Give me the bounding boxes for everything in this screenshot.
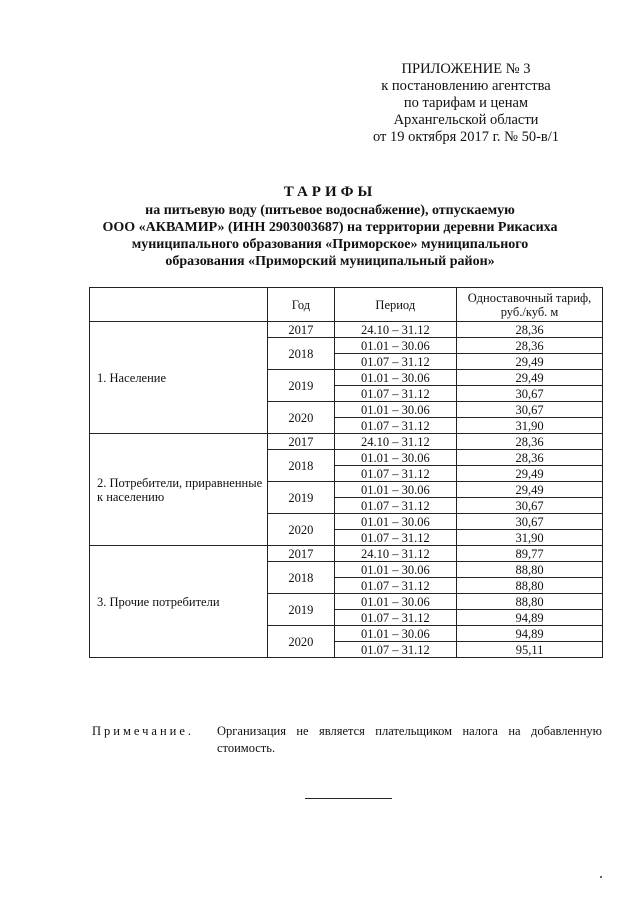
year-cell: 2020 bbox=[268, 626, 334, 658]
period-cell: 01.07 – 31.12 bbox=[334, 610, 457, 626]
tariff-cell: 31,90 bbox=[457, 418, 603, 434]
period-cell: 01.01 – 30.06 bbox=[334, 482, 457, 498]
header-cell-category bbox=[90, 288, 268, 322]
period-cell: 24.10 – 31.12 bbox=[334, 434, 457, 450]
year-cell: 2018 bbox=[268, 450, 334, 482]
appendix-line: ПРИЛОЖЕНИЕ № 3 bbox=[401, 61, 531, 77]
appendix-line: по тарифам и ценам bbox=[403, 95, 529, 111]
note-text: Организация не является плательщиком налога на добавленную стоимость. bbox=[217, 724, 602, 755]
tariff-cell: 94,89 bbox=[457, 626, 603, 642]
period-cell: 01.07 – 31.12 bbox=[334, 642, 457, 658]
tariff-cell: 30,67 bbox=[457, 402, 603, 418]
tariff-cell: 88,80 bbox=[457, 578, 603, 594]
title-line: муниципального образования «Приморское» муниципального bbox=[131, 237, 529, 252]
year-cell: 2019 bbox=[268, 482, 334, 514]
period-cell: 24.10 – 31.12 bbox=[334, 322, 457, 338]
tariff-cell: 89,77 bbox=[457, 546, 603, 562]
tariff-cell: 28,36 bbox=[457, 434, 603, 450]
year-cell: 2019 bbox=[268, 594, 334, 626]
period-cell: 01.07 – 31.12 bbox=[334, 418, 457, 434]
tariff-cell: 29,49 bbox=[457, 354, 603, 370]
title-line: ООО «АКВАМИР» (ИНН 2903003687) на территории деревни Рикасиха bbox=[102, 220, 558, 235]
year-cell: 2017 bbox=[268, 322, 334, 338]
period-cell: 01.01 – 30.06 bbox=[334, 562, 457, 578]
tariff-cell: 29,49 bbox=[457, 466, 603, 482]
closing-rule bbox=[305, 798, 392, 799]
year-cell: 2020 bbox=[268, 402, 334, 434]
tariff-cell: 95,11 bbox=[457, 642, 603, 658]
table-row bbox=[90, 322, 603, 338]
tariff-cell: 28,36 bbox=[457, 450, 603, 466]
tariff-cell: 30,67 bbox=[457, 514, 603, 530]
note bbox=[92, 723, 602, 757]
page-mark bbox=[600, 876, 602, 878]
document-title bbox=[60, 184, 600, 270]
period-cell: 01.07 – 31.12 bbox=[334, 354, 457, 370]
table-header-row bbox=[90, 288, 603, 322]
tariff-cell: 29,49 bbox=[457, 370, 603, 386]
period-cell: 01.01 – 30.06 bbox=[334, 450, 457, 466]
tariff-cell: 88,80 bbox=[457, 562, 603, 578]
header-cell-year: Год bbox=[268, 288, 334, 322]
table-row bbox=[90, 546, 603, 562]
period-cell: 01.07 – 31.12 bbox=[334, 578, 457, 594]
period-cell: 01.07 – 31.12 bbox=[334, 498, 457, 514]
period-cell: 01.07 – 31.12 bbox=[334, 466, 457, 482]
tariff-table bbox=[89, 287, 603, 658]
year-cell: 2018 bbox=[268, 562, 334, 594]
period-cell: 01.01 – 30.06 bbox=[334, 626, 457, 642]
table-row bbox=[90, 434, 603, 450]
tariff-cell: 28,36 bbox=[457, 338, 603, 354]
appendix-line: Архангельской области bbox=[393, 112, 539, 128]
period-cell: 24.10 – 31.12 bbox=[334, 546, 457, 562]
period-cell: 01.01 – 30.06 bbox=[334, 370, 457, 386]
period-cell: 01.07 – 31.12 bbox=[334, 530, 457, 546]
period-cell: 01.01 – 30.06 bbox=[334, 338, 457, 354]
tariff-cell: 30,67 bbox=[457, 386, 603, 402]
tariff-cell: 28,36 bbox=[457, 322, 603, 338]
tariff-cell: 94,89 bbox=[457, 610, 603, 626]
period-cell: 01.01 – 30.06 bbox=[334, 514, 457, 530]
title-line: на питьевую воду (питьевое водоснабжение), отпускаемую bbox=[145, 203, 515, 218]
year-cell: 2017 bbox=[268, 434, 334, 450]
tariff-cell: 31,90 bbox=[457, 530, 603, 546]
title-heading: ТАРИФЫ bbox=[283, 184, 377, 200]
tariff-cell: 30,67 bbox=[457, 498, 603, 514]
period-cell: 01.07 – 31.12 bbox=[334, 386, 457, 402]
consumer-category: 2. Потребители, приравненные к населению bbox=[90, 434, 268, 546]
period-cell: 01.01 – 30.06 bbox=[334, 402, 457, 418]
year-cell: 2020 bbox=[268, 514, 334, 546]
appendix-block bbox=[346, 61, 586, 146]
tariff-cell: 88,80 bbox=[457, 594, 603, 610]
appendix-line: от 19 октября 2017 г. № 50-в/1 bbox=[372, 129, 560, 145]
title-line: образования «Приморский муниципальный район» bbox=[165, 254, 495, 269]
tariff-cell: 29,49 bbox=[457, 482, 603, 498]
header-cell-tariff: Одноставочный тариф, руб./куб. м bbox=[457, 288, 603, 322]
appendix-line: к постановлению агентства bbox=[381, 78, 551, 94]
period-cell: 01.01 – 30.06 bbox=[334, 594, 457, 610]
year-cell: 2019 bbox=[268, 370, 334, 402]
consumer-category: 1. Население bbox=[90, 322, 268, 434]
year-cell: 2017 bbox=[268, 546, 334, 562]
header-cell-period: Период bbox=[334, 288, 457, 322]
consumer-category: 3. Прочие потребители bbox=[90, 546, 268, 658]
year-cell: 2018 bbox=[268, 338, 334, 370]
note-label: Примечание. bbox=[92, 724, 195, 738]
tariff-table-body bbox=[90, 322, 603, 658]
